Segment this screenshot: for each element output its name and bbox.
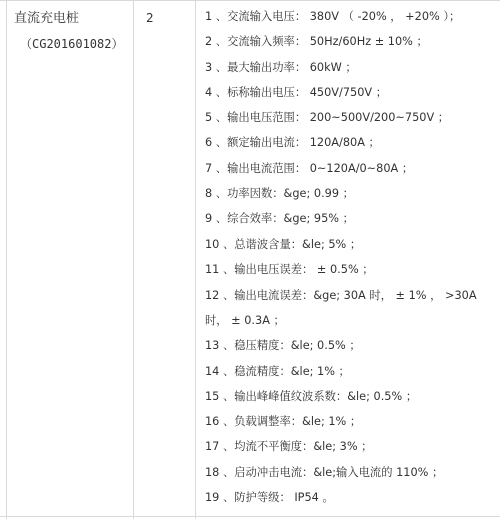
spec-item: 5 、输出电压范围： 200~500V/200~750V ；: [205, 111, 450, 125]
spec-item: 9 、综合效率：&ge; 95% ；: [205, 212, 354, 226]
spec-list: [205, 9, 497, 515]
spec-item: 1 、交流输入电压： 380V （ -20% ， +20% ）；: [205, 10, 461, 23]
spec-item: 19 、防护等级： IP54 。: [205, 491, 334, 505]
spec-item: 4 、标称输出电压： 450V/750V ；: [205, 85, 388, 99]
spec-item: 3 、最大输出功率： 60kW ；: [205, 60, 357, 74]
spec-item: 2 、交流输入频率： 50Hz/60Hz ± 10% ；: [205, 35, 428, 49]
spec-item: 14 、稳流精度：&le; 1% ；: [205, 364, 350, 378]
spec-item: 7 、输出电流范围： 0~120A/0~80A ；: [205, 161, 414, 175]
product-cell: [14, 9, 128, 54]
spec-item: 8 、功率因数：&ge; 0.99 ；: [205, 187, 354, 201]
quantity-cell: 2: [146, 11, 154, 25]
table-left-border: [6, 0, 7, 519]
spec-item: 18 、启动冲击电流：&le;输入电流的 110% ；: [205, 465, 444, 479]
spec-item: 13 、稳压精度：&le; 0.5% ；: [205, 339, 361, 353]
product-code: （CG201601082）: [20, 37, 124, 51]
spec-item: 15 、输出峰峰值纹波系数：&le; 0.5% ；: [205, 389, 418, 403]
product-name: 直流充电桩: [14, 11, 80, 26]
table-bottom-border: [0, 516, 500, 517]
spec-item: 6 、额定输出电流： 120A/80A ；: [205, 136, 380, 150]
spec-item: 16 、负载调整率：&le; 1% ；: [205, 415, 362, 429]
spec-item: 10 、总谐波含量：&le; 5% ；: [205, 237, 362, 251]
column-divider-quantity: [195, 0, 196, 519]
spec-item: 17 、均流不平衡度：&le; 3% ；: [205, 440, 373, 454]
table-top-border: [0, 0, 500, 1]
spec-item: 12 、输出电流误差：&ge; 30A 时， ± 1% ， >30A 时， ± 0.3A ；: [205, 289, 477, 328]
column-divider-name: [133, 0, 134, 519]
spec-item: 11 、输出电压误差： ± 0.5% ；: [205, 262, 374, 276]
